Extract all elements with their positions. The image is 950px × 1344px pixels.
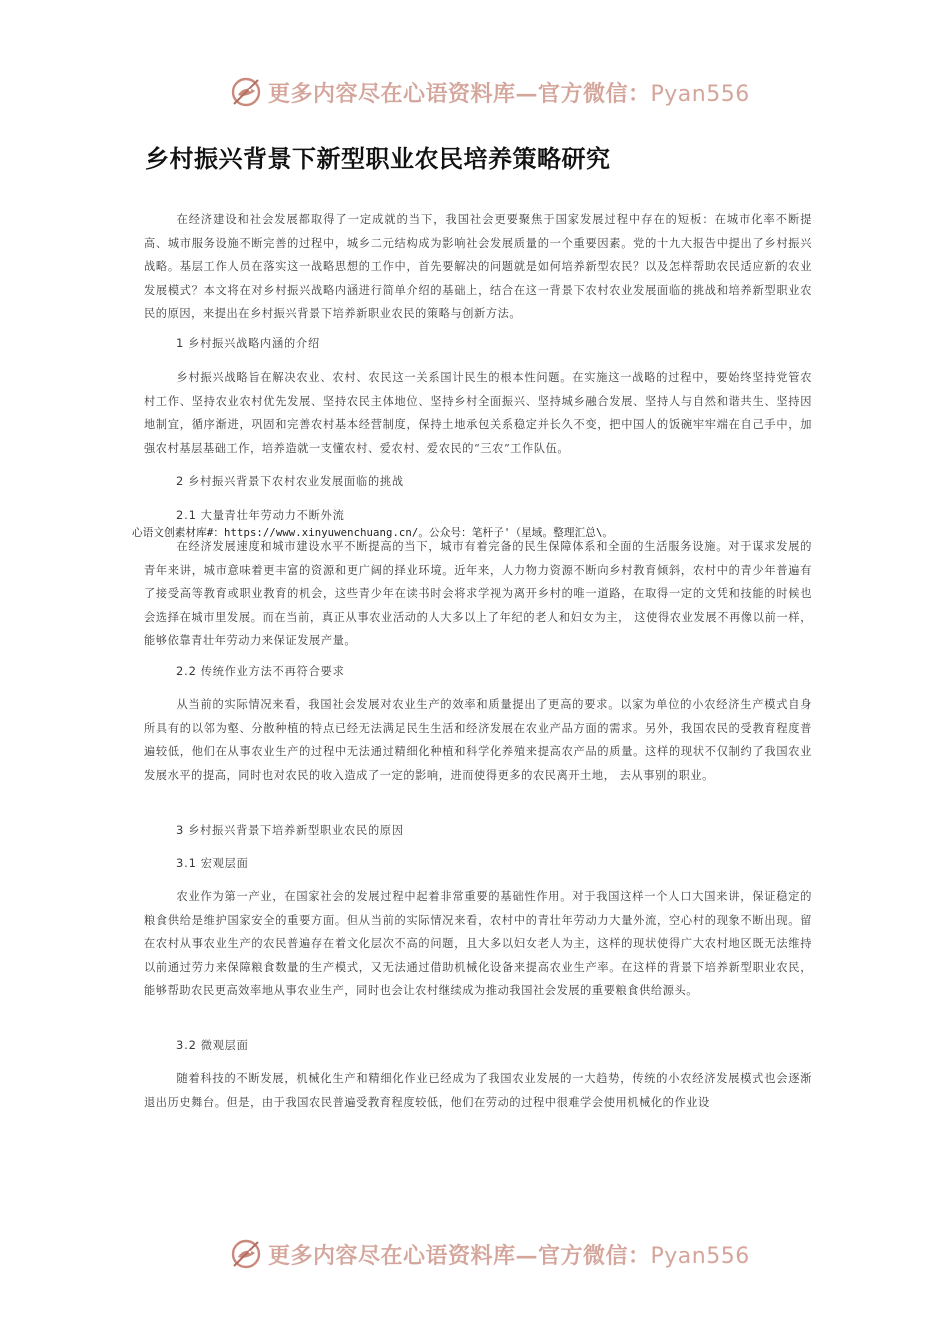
banner-wechat-id: Pyan556: [650, 1243, 750, 1269]
section-number: 3.1: [176, 856, 197, 870]
footer-banner: [228, 1236, 750, 1272]
section-2-1-heading: [176, 505, 345, 526]
banner-text: [268, 77, 750, 108]
section-1-heading: [176, 333, 320, 354]
section-number: 2.2: [176, 664, 197, 678]
section-heading-text: 乡村振兴背景下农村农业发展面临的挑战: [188, 475, 404, 488]
section-1-paragraph: 乡村振兴战略旨在解决农业、农村、农民这一关系国计民生的根本性问题。在实施这一战略的过程中，要始终坚持党管农村工作、坚持农业农村优先发展、坚持农民主体地位、坚持乡村全面振兴、坚持城乡融合发展、坚持人与自然和谐共生、坚持因地制宜，循序渐进，巩固和完善农村基本经营制度，保持土地承包关系稳定并长久不变，把中国人的饭碗牢牢端在自己手中，加强农村基层基础工作，培养造就一支懂农村、爱农村、爱农民的“三农”工作队伍。: [144, 371, 812, 455]
intro-paragraph: 在经济建设和社会发展都取得了一定成就的当下，我国社会更要聚焦于国家发展过程中存在的短板：在城市化率不断提高、城市服务设施不断完善的过程中，城乡二元结构成为影响社会发展质量的一个重要因素。党的十九大报告中提出了乡村振兴战略。基层工作人员在落实这一战略思想的工作中，首先要解决的问题就是如何培养新型农民？以及怎样帮助农民适应新的农业发展模式？本文将在对乡村振兴战略内涵进行简单介绍的基础上，结合在这一背景下农村农业发展面临的挑战和培养新型职业农民的原因，来提出在乡村振兴背景下培养新职业农民的策略与创新方法。: [144, 213, 812, 321]
section-heading-text: 传统作业方法不再符合要求: [200, 665, 345, 678]
section-heading-text: 乡村振兴背景下培养新型职业农民的原因: [188, 824, 404, 837]
section-heading-text: 微观层面: [200, 1039, 249, 1052]
banner-wechat-id: Pyan556: [650, 81, 750, 107]
section-heading-text: 宏观层面: [200, 857, 249, 870]
section-3-1-paragraph: 农业作为第一产业，在国家社会的发展过程中起着非常重要的基础性作用。对于我国这样一个人口大国来讲，保证稳定的粮食供给是维护国家安全的重要方面。但从当前的实际情况来看，农村中的青壮年劳动力大量外流，空心村的现象不断出现。留在农村从事农业生产的农民普遍存在着文化层次不高的问题，且大多以妇女老人为主，这样的现状使得广大农村地区既无法维持以前通过劳力来保障粮食数量的生产模式，又无法通过借助机械化设备来提高农业生产率。在这样的背景下培养新型职业农民，能够帮助农民更高效率地从事农业生产，同时也会让农村继续成为推动我国社会发展的重要粮食供给源头。: [144, 890, 812, 998]
banner-main-text: 更多内容尽在心语资料库—官方微信：: [268, 80, 651, 107]
section-heading-text: 大量青壮年劳动力不断外流: [200, 509, 345, 522]
header-banner: [228, 74, 750, 110]
section-2-2-heading: [176, 661, 345, 682]
banner-text: [268, 1239, 750, 1270]
section-2-1-paragraph: 在经济发展速度和城市建设水平不断提高的当下，城市有着完备的民生保障体系和全面的生活服务设施。对于谋求发展的青年来讲，城市意味着更丰富的资源和更广阔的择业环境。近年来，人力物力资源不断向乡村教育倾斜，农村中的青少年普遍有了接受高等教育或职业教育的机会，这些青少年在读书时会将求学视为离开乡村的唯一道路，在取得一定的文凭和技能的时候也会选择在城市里发展。而在当前，真正从事农业活动的人大多以上了年纪的老人和妇女为主， 这使得农业发展不再像以前一样，能够依靠青壮年劳动力来保证发展产量。: [144, 540, 812, 648]
section-3-heading: [176, 820, 404, 841]
section-number: 2: [176, 474, 185, 488]
section-number: 3.2: [176, 1038, 197, 1052]
section-2-2-paragraph: 从当前的实际情况来看，我国社会发展对农业生产的效率和质量提出了更高的要求。以家为单位的小农经济生产模式自身所具有的以邻为壑、分散种植的特点已经无法满足民生生活和经济发展在农业产品方面的需求。另外，我国农民的受教育程度普遍较低，他们在从事农业生产的过程中无法通过精细化种植和科学化养殖来提高农产品的质量。这样的现状不仅制约了我国农业发展水平的提高，同时也对农民的收入造成了一定的影响，进而使得更多的农民离开土地， 去从事别的职业。: [144, 698, 812, 782]
section-number: 1: [176, 336, 185, 350]
section-heading-text: 乡村振兴战略内涵的介绍: [188, 337, 320, 350]
section-3-1-heading: [176, 853, 249, 874]
section-3-2-heading: [176, 1035, 249, 1056]
page-title: 乡村振兴背景下新型职业农民培养策略研究: [145, 145, 611, 173]
source-note: 心语文创素材库#：https://www.xinyuwenchuang.cn/。公众号：笔杆子'（星域。整理汇总\。: [132, 527, 614, 539]
section-number: 2.1: [176, 508, 197, 522]
section-number: 3: [176, 823, 185, 837]
fish-sword-logo-icon: [228, 1236, 264, 1272]
banner-main-text: 更多内容尽在心语资料库—官方微信：: [268, 1242, 651, 1269]
section-3-2-paragraph: 随着科技的不断发展，机械化生产和精细化作业已经成为了我国农业发展的一大趋势，传统的小农经济发展模式也会逐渐退出历史舞台。但是，由于我国农民普遍受教育程度较低，他们在劳动的过程中很难学会使用机械化的作业设: [144, 1072, 812, 1109]
section-2-heading: [176, 471, 404, 492]
fish-sword-logo-icon: [228, 74, 264, 110]
